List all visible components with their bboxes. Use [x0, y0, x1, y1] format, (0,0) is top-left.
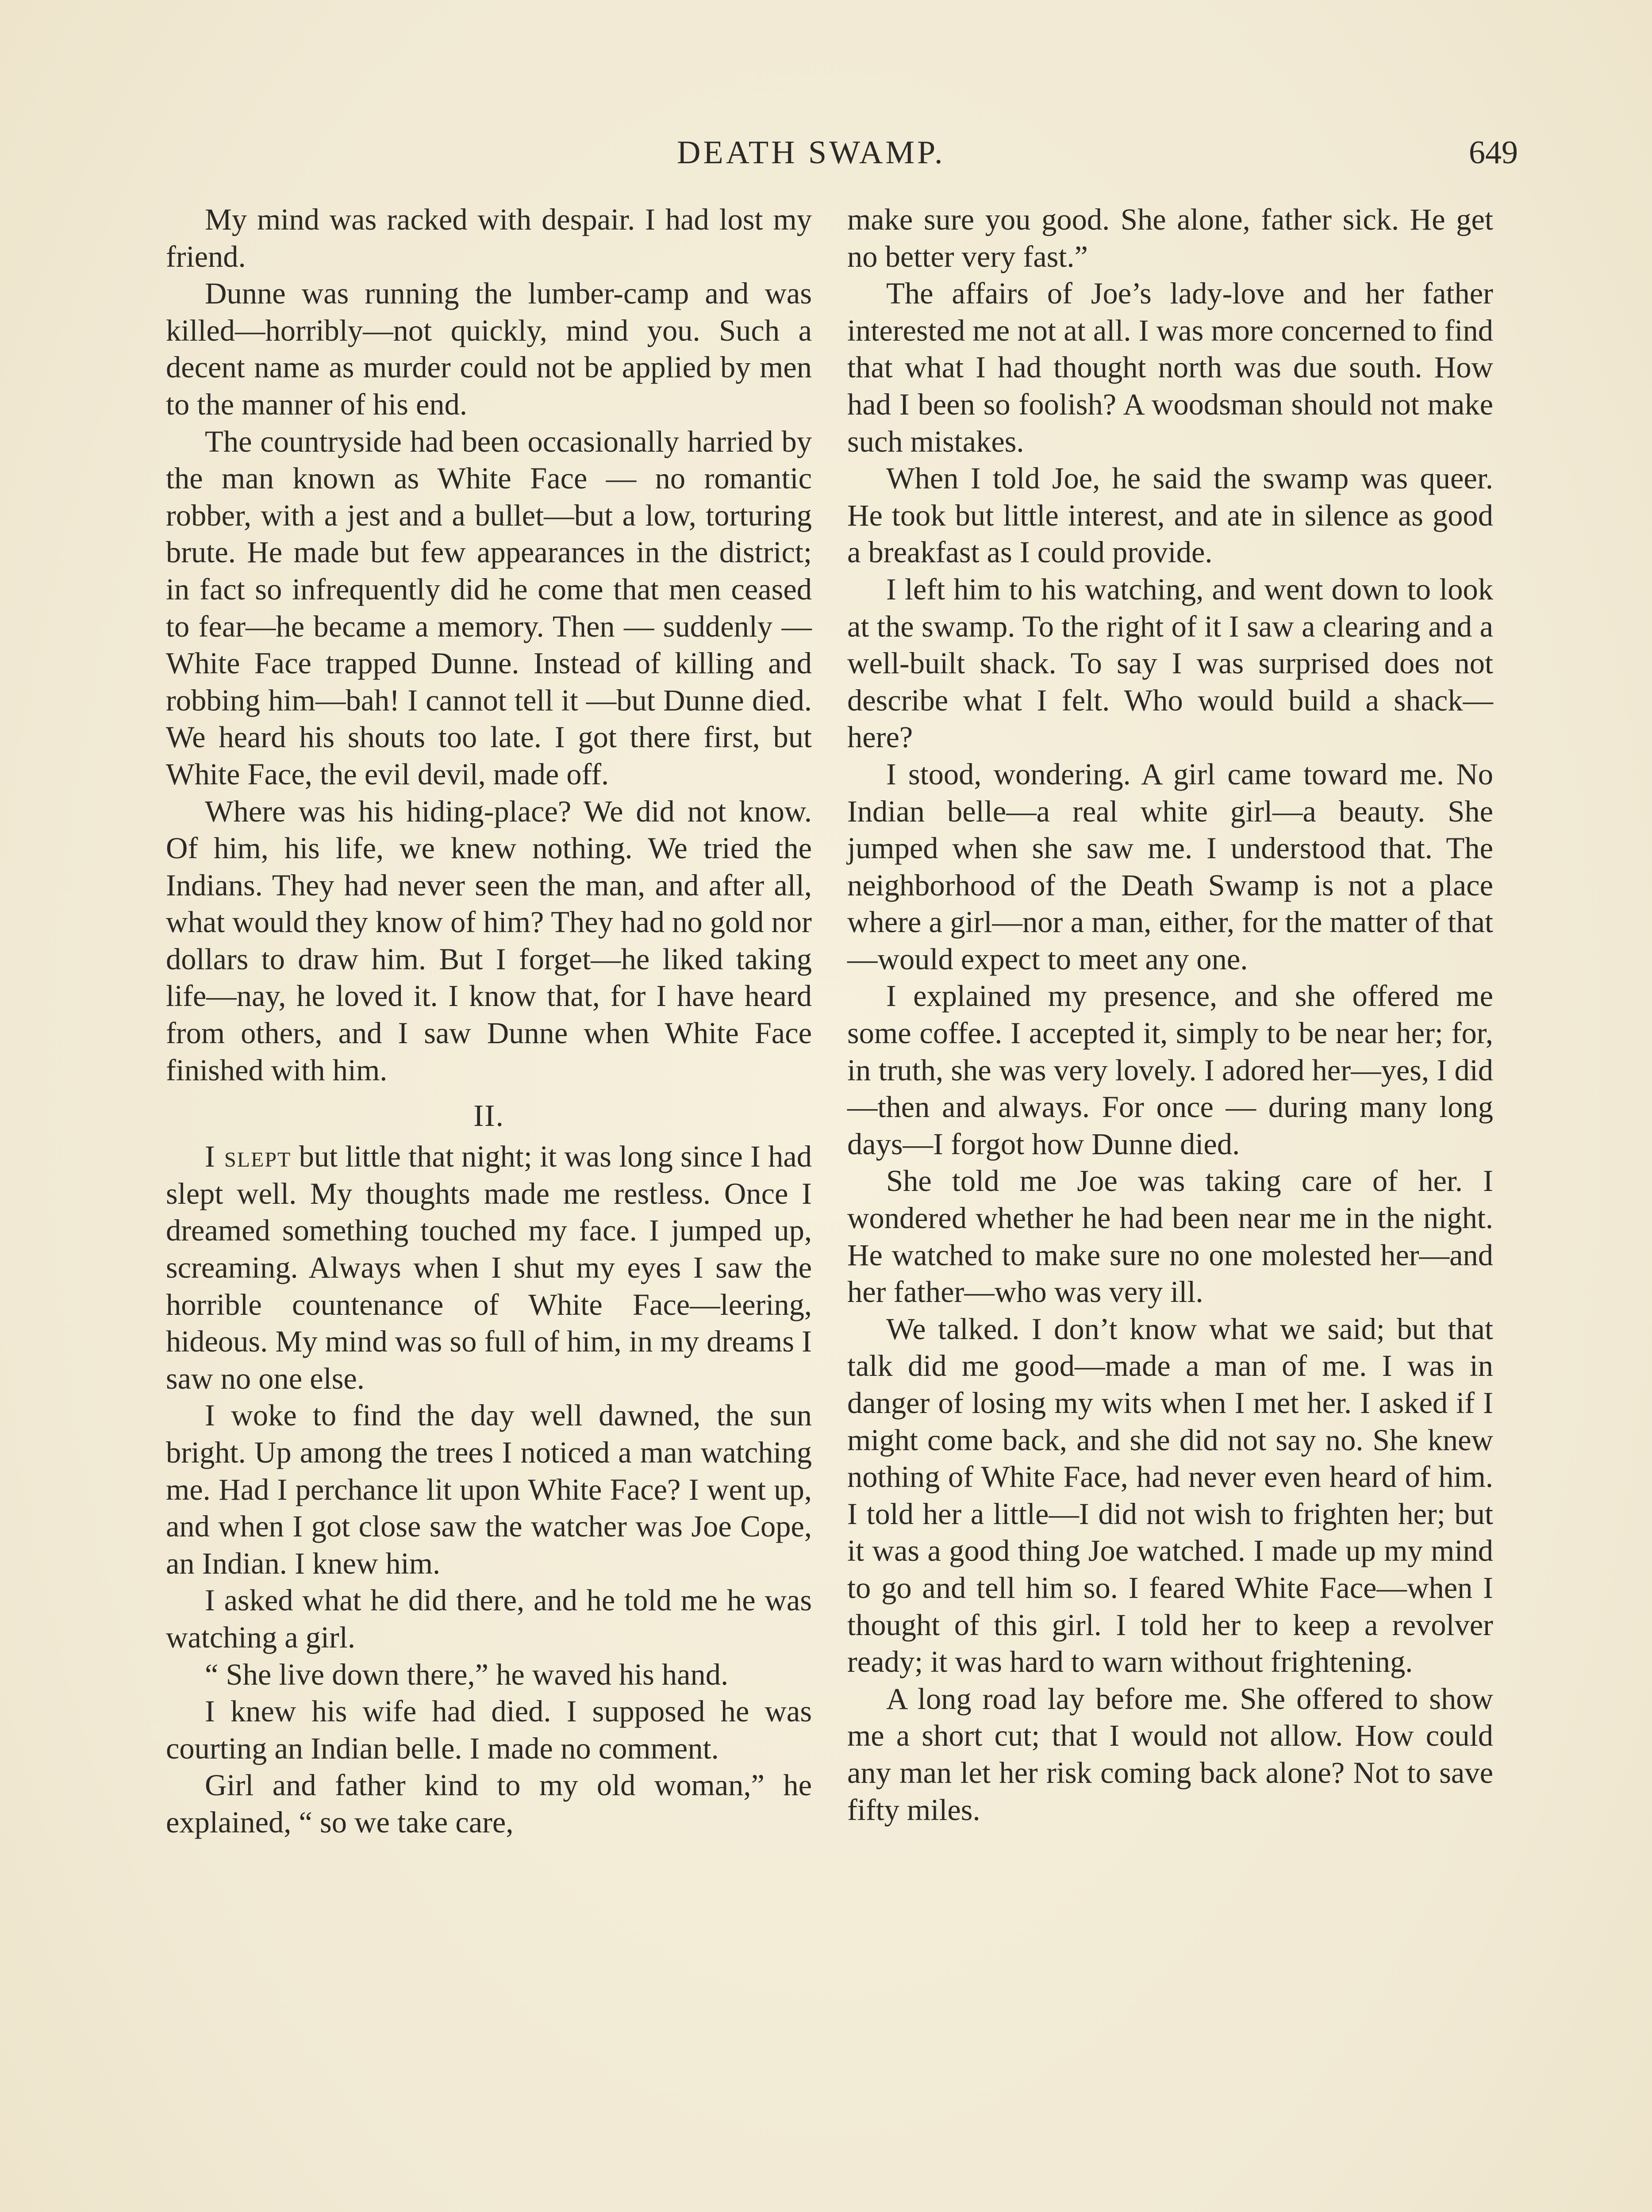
- paragraph: My mind was racked with despair. I had lost my friend.: [166, 203, 812, 273]
- lead-in-words: I slept: [205, 1140, 292, 1174]
- paragraph: The countryside had been occasionally harried by the man known as White Face — no romantic robber, with a jest and a bullet—but a low, torturing brute. He made but few appearances in the district; in fact so infrequently did he come that men ceased to fear—he became a memory. Then — suddenly — White Face trapped Dunne. Instead of killing and robbing him—bah! I cannot tell it —but Dunne died. We heard his shouts too late. I got there first, but White Face, the evil devil, made off.: [166, 424, 812, 791]
- paragraph: I knew his wife had died. I supposed he was courting an Indian belle. I made no comment.: [166, 1694, 812, 1765]
- paragraph: [166, 1138, 812, 1397]
- paragraph: When I told Joe, he said the swamp was queer. He took but little interest, and ate in silence as good a breakfast as I could provide.: [847, 461, 1493, 569]
- paragraph: The affairs of Joe’s lady-love and her father interested me not at all. I was more concerned to find that what I had thought north was due south. How had I been so foolish? A woodsman should not make such mistakes.: [847, 276, 1493, 458]
- paragraph: I asked what he did there, and he told me he was watching a girl.: [166, 1583, 812, 1654]
- running-header: [0, 128, 1652, 177]
- page-title: DEATH SWAMP.: [677, 134, 945, 171]
- paragraph-text: but little that night; it was long since I had slept well. My thoughts made me restless. Once I dreamed something touched my face. I jumped up, screaming. Always when I shut my eyes I saw the horrible countenance of White Face—leering, hideous. My mind was so full of him, in my dreams I saw no one else.: [166, 1140, 812, 1395]
- paragraph: I woke to find the day well dawned, the sun bright. Up among the trees I noticed a man watching me. Had I perchance lit upon White Face? I went up, and when I got close saw the watcher was Joe Cope, an Indian. I knew him.: [166, 1398, 812, 1580]
- section-heading: II.: [473, 1099, 505, 1133]
- paragraph: A long road lay before me. She offered to show me a short cut; that I would not allow. How could any man let her risk coming back alone? Not to save fifty miles.: [847, 1682, 1493, 1827]
- paragraph: Girl and father kind to my old woman,” he explained, “ so we take care,: [166, 1768, 812, 1839]
- paragraph: Dunne was running the lumber-camp and was killed—horribly—not quickly, mind you. Such a decent name as murder could not be applied by men to the manner of his end.: [166, 276, 812, 421]
- paragraph: She told me Joe was taking care of her. I wondered whether he had been near me in the night. He watched to make sure no one molested her—and her father—who was very ill.: [847, 1164, 1493, 1309]
- paragraph-continuation: make sure you good. She alone, father sick. He get no better very fast.”: [847, 203, 1493, 273]
- right-column: [847, 201, 1493, 1828]
- paragraph: I left him to his watching, and went down to look at the swamp. To the right of it I saw a clearing and a well-built shack. To say I was surprised does not describe what I felt. Who would build a shack—here?: [847, 572, 1493, 754]
- left-column: [166, 201, 812, 1841]
- paragraph: I stood, wondering. A girl came toward me. No Indian belle—a real white girl—a beauty. She jumped when she saw me. I understood that. The neighborhood of the Death Swamp is not a place where a girl—nor a man, either, for the matter of that—would expect to meet any one.: [847, 757, 1493, 976]
- paragraph: Where was his hiding-place? We did not know. Of him, his life, we knew nothing. We tried the Indians. They had never seen the man, and after all, what would they know of him? They had no gold nor dollars to draw him. But I forget—he liked taking life—nay, he loved it. I know that, for I have heard from others, and I saw Dunne when White Face finished with him.: [166, 794, 812, 1087]
- paragraph: I explained my presence, and she offered me some coffee. I accepted it, simply to be near her; for, in truth, she was very lovely. I adored her—yes, I did—then and always. For once — during many long days—I forgot how Dunne died.: [847, 979, 1493, 1161]
- paragraph: We talked. I don’t know what we said; but that talk did me good—made a man of me. I was in danger of losing my wits when I met her. I asked if I might come back, and she did not say no. She knew nothing of White Face, had never even heard of him. I told her a little—I did not wish to frighten her; but it was a good thing Joe watched. I made up my mind to go and tell him so. I feared White Face—when I thought of this girl. I told her to keep a revolver ready; it was hard to warn without frightening.: [847, 1312, 1493, 1679]
- page-number: 649: [1469, 134, 1518, 171]
- paragraph: “ She live down there,” he waved his hand.: [205, 1657, 729, 1691]
